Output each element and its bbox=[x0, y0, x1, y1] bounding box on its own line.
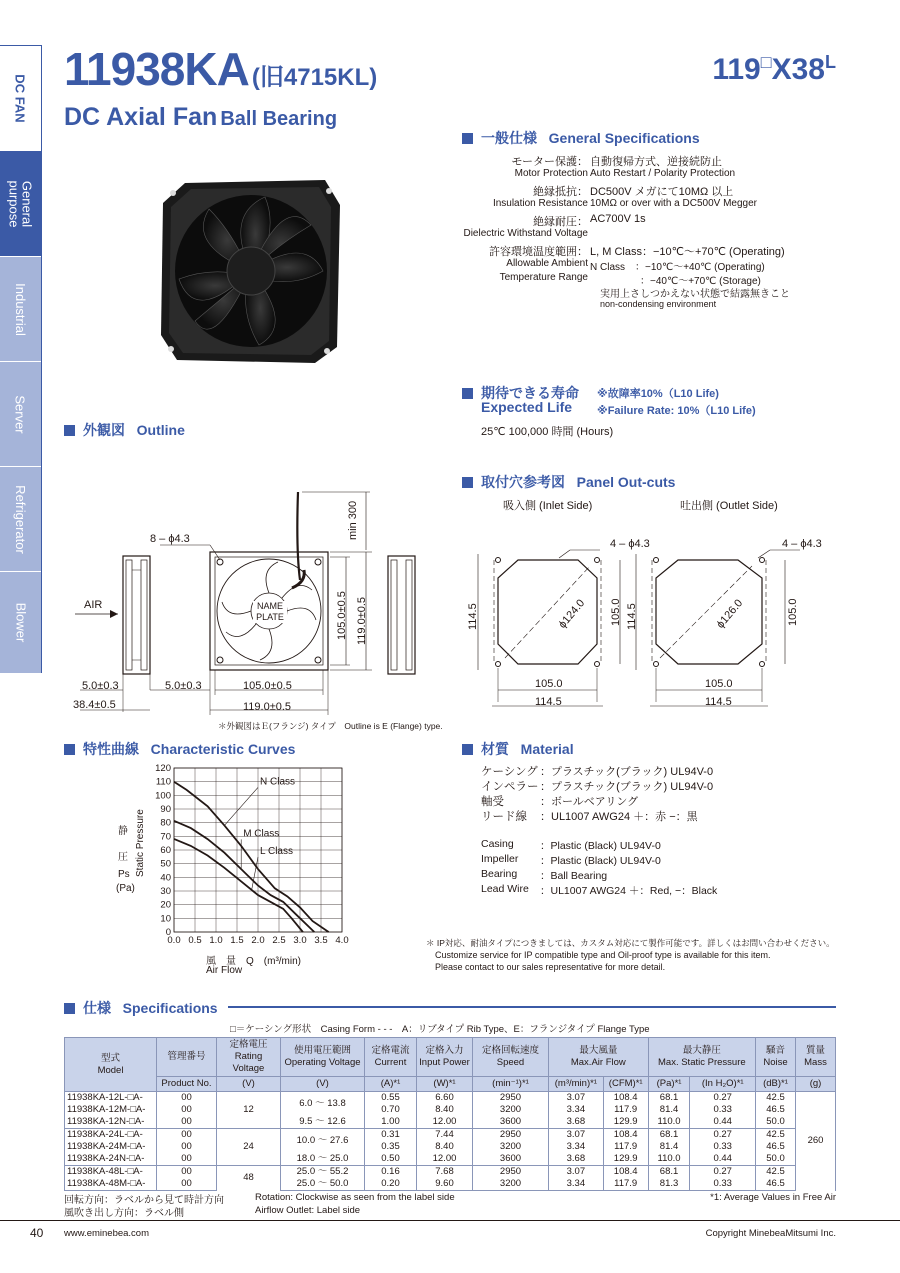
panel-heading bbox=[462, 472, 675, 492]
characteristic-chart bbox=[140, 762, 360, 952]
table-cell: 2950 bbox=[473, 1129, 549, 1142]
table-cell: 8.40 bbox=[417, 1141, 473, 1153]
th-rating-voltage: 定格電圧 Rating Voltage bbox=[217, 1038, 281, 1077]
outline-title-en: Outline bbox=[136, 422, 185, 438]
table-cell: 6.0 ～ 13.8 bbox=[281, 1092, 365, 1117]
rotation-jp: 回転方向：ラベルから見て時計方向 bbox=[64, 1195, 224, 1206]
spec-footnote: *1: Average Values in Free Air bbox=[710, 1192, 836, 1203]
footer-url[interactable]: www.eminebea.com bbox=[64, 1228, 150, 1239]
table-cell: 0.33 bbox=[690, 1104, 756, 1116]
specifications-table bbox=[64, 1037, 836, 1191]
table-cell: 108.4 bbox=[603, 1129, 648, 1142]
table-cell: 8.40 bbox=[417, 1104, 473, 1116]
curves-ylabel-ps: Ps bbox=[118, 869, 130, 880]
table-cell: 42.5 bbox=[756, 1129, 796, 1142]
general-spec-value: AC700V 1s bbox=[590, 213, 646, 225]
general-spec-label: Temperature Range bbox=[499, 272, 588, 283]
chart-series-label: L Class bbox=[260, 846, 293, 858]
th-operating-voltage: 使用電圧範囲 Operating Voltage bbox=[281, 1038, 365, 1077]
table-cell: 11938KA-48L-□A- bbox=[65, 1166, 157, 1179]
table-cell: 3600 bbox=[473, 1153, 549, 1166]
table-cell: 68.1 bbox=[648, 1129, 690, 1142]
table-cell: 48 bbox=[217, 1166, 281, 1191]
table-cell: 81.4 bbox=[648, 1141, 690, 1153]
material-label-jp: 軸受 bbox=[481, 796, 504, 808]
life-title-en: Expected Life bbox=[481, 399, 573, 415]
general-spec-label: モーター保護： bbox=[511, 156, 588, 168]
table-cell: 12 bbox=[217, 1092, 281, 1129]
table-cell: 42.5 bbox=[756, 1166, 796, 1179]
general-spec-title-en: General Specifications bbox=[548, 130, 700, 146]
outlet-en: Airflow Outlet: Label side bbox=[255, 1205, 361, 1216]
table-cell: 0.70 bbox=[365, 1104, 417, 1116]
table-cell: 260 bbox=[796, 1092, 836, 1191]
th-product-en: Product No. bbox=[157, 1077, 217, 1092]
table-cell: 25.0 ～ 55.2 bbox=[281, 1166, 365, 1179]
tab-industrial[interactable] bbox=[0, 257, 41, 361]
chart-series-label: N Class bbox=[260, 776, 296, 788]
chart-y-tick: 70 bbox=[160, 831, 171, 843]
table-cell: 25.0 ～ 50.0 bbox=[281, 1178, 365, 1191]
size-square-mark: □ bbox=[760, 52, 772, 72]
table-cell: 117.9 bbox=[603, 1178, 648, 1191]
table-cell: 68.1 bbox=[648, 1166, 690, 1179]
heading-square-icon bbox=[462, 133, 473, 144]
table-cell: 3.68 bbox=[549, 1153, 604, 1166]
table-cell: 3.68 bbox=[549, 1116, 604, 1129]
outline-title-jp: 外観図 bbox=[83, 422, 125, 438]
chart-y-tick: 60 bbox=[160, 845, 171, 856]
panel-d105-inlet: 105.0 bbox=[610, 598, 622, 626]
table-cell: 129.9 bbox=[603, 1153, 648, 1166]
life-note-jp: ※故障率10%（L10 Life) bbox=[597, 388, 719, 400]
th-current: 定格電流 Current bbox=[365, 1038, 417, 1077]
th-pow-unit: (W)*¹ bbox=[417, 1077, 473, 1092]
table-cell: 00 bbox=[157, 1141, 217, 1153]
size-depth: X38 bbox=[771, 53, 825, 86]
table-cell: 0.20 bbox=[365, 1178, 417, 1191]
chart-y-tick: 20 bbox=[160, 899, 171, 911]
table-cell: 0.44 bbox=[690, 1116, 756, 1129]
th-speed: 定格回転速度 Speed bbox=[473, 1038, 549, 1077]
table-cell: 3.07 bbox=[549, 1166, 604, 1179]
outline-air-label: AIR bbox=[84, 599, 103, 611]
table-row bbox=[65, 1104, 836, 1116]
table-row bbox=[65, 1153, 836, 1166]
table-cell: 0.16 bbox=[365, 1166, 417, 1179]
material-value-jp: ：ボールベアリング bbox=[540, 796, 639, 808]
table-cell: 9.60 bbox=[417, 1178, 473, 1191]
category-sidebar bbox=[0, 45, 42, 673]
material-label-en: Lead Wire bbox=[481, 883, 529, 895]
general-spec-label: Allowable Ambient bbox=[506, 258, 588, 269]
chart-x-tick: 1.5 bbox=[230, 935, 244, 946]
page-number: 40 bbox=[30, 1226, 44, 1240]
general-spec-label: 許容環境温度範囲： bbox=[489, 246, 588, 258]
table-cell: 2950 bbox=[473, 1166, 549, 1179]
table-row bbox=[65, 1129, 836, 1142]
table-cell: 81.4 bbox=[648, 1104, 690, 1116]
table-cell: 00 bbox=[157, 1092, 217, 1105]
outlet-jp: 風吹き出し方向：ラベル側 bbox=[64, 1208, 184, 1219]
chart-y-tick: 0 bbox=[165, 927, 171, 938]
casing-form-note: □＝ケーシング形状 Casing Form - - - A：リブタイプ Rib Type、E：フランジタイプ Flange Type bbox=[230, 1024, 650, 1035]
table-cell: 3.07 bbox=[549, 1092, 604, 1105]
table-cell: 10.0 ～ 27.6 bbox=[281, 1129, 365, 1154]
curves-xlabel-en: Air Flow bbox=[206, 965, 243, 976]
material-value-jp: ：プラスチック(ブラック) UL94V-0 bbox=[540, 766, 714, 778]
table-row bbox=[65, 1116, 836, 1129]
curves-heading bbox=[64, 739, 295, 759]
table-cell: 00 bbox=[157, 1166, 217, 1179]
general-spec-label: 絶縁耐圧： bbox=[533, 216, 588, 228]
panel-inlet-label: 吸入側 (Inlet Side) bbox=[503, 500, 593, 512]
general-spec-value: L, M Class：−10℃～+70℃ (Operating) bbox=[590, 246, 785, 258]
table-cell: 0.27 bbox=[690, 1129, 756, 1142]
table-cell: 2950 bbox=[473, 1092, 549, 1105]
chart-x-tick: 2.5 bbox=[272, 935, 286, 946]
condensing-note-jp: 実用上さしつかえない状態で結露無きこと bbox=[600, 289, 790, 300]
chart-series-label: M Class bbox=[243, 828, 280, 840]
subtitle-sub: Ball Bearing bbox=[220, 108, 338, 130]
th-noise-unit: (dB)*¹ bbox=[756, 1077, 796, 1092]
material-label-jp: リード線 bbox=[481, 811, 527, 823]
tab-general-purpose-label: General purpose bbox=[6, 180, 35, 227]
footer-copyright: Copyright MinebeaMitsumi Inc. bbox=[705, 1228, 836, 1239]
th-sp-unit1: (Pa)*¹ bbox=[648, 1077, 690, 1092]
table-cell: 7.44 bbox=[417, 1129, 473, 1142]
table-cell: 110.0 bbox=[648, 1116, 690, 1129]
table-row bbox=[65, 1141, 836, 1153]
custom-note-jp: ＊ IP対応、耐油タイプにつきましては、カスタム対応にて製作可能です。詳しくはお問い合わせください。 bbox=[426, 938, 835, 948]
material-value-jp: ：UL1007 AWG24 ＋：赤 −：黒 bbox=[540, 811, 698, 823]
table-cell: 18.0 ～ 25.0 bbox=[281, 1153, 365, 1166]
table-cell: 3600 bbox=[473, 1116, 549, 1129]
table-cell: 6.60 bbox=[417, 1092, 473, 1105]
chart-y-tick: 110 bbox=[155, 776, 171, 788]
table-cell: 11938KA-12N-□A- bbox=[65, 1116, 157, 1129]
th-static-pressure: 最大静圧 Max. Static Pressure bbox=[648, 1038, 755, 1077]
general-spec-heading bbox=[462, 128, 700, 148]
table-cell: 3200 bbox=[473, 1104, 549, 1116]
panel-d1145-inlet: 114.5 bbox=[467, 603, 479, 630]
specs-title-jp: 仕様 bbox=[83, 1000, 111, 1016]
table-cell: 11938KA-12L-□A- bbox=[65, 1092, 157, 1105]
chart-y-tick: 90 bbox=[160, 804, 171, 815]
th-sp-unit2: (In H₂O)*¹ bbox=[690, 1077, 756, 1092]
rotation-en: Rotation: Clockwise as seen from the label side bbox=[255, 1192, 455, 1203]
table-cell: 117.9 bbox=[603, 1141, 648, 1153]
table-cell: 42.5 bbox=[756, 1092, 796, 1105]
table-cell: 00 bbox=[157, 1129, 217, 1142]
table-row bbox=[65, 1178, 836, 1191]
general-spec-value: Auto Restart / Polarity Protection bbox=[590, 168, 736, 179]
material-value-en: ：Ball Bearing bbox=[540, 870, 608, 882]
table-cell: 00 bbox=[157, 1178, 217, 1191]
curves-ylabel-en: Static Pressure bbox=[135, 809, 146, 877]
chart-y-tick: 10 bbox=[160, 913, 171, 925]
panel-title-en: Panel Out-cuts bbox=[576, 474, 676, 490]
material-title-en: Material bbox=[520, 741, 574, 757]
panel-d1145-outlet: 114.5 bbox=[626, 603, 638, 630]
material-label-en: Bearing bbox=[481, 868, 518, 880]
table-cell: 110.0 bbox=[648, 1153, 690, 1166]
table-cell: 00 bbox=[157, 1153, 217, 1166]
outline-cable-label: min 300 bbox=[347, 500, 359, 540]
panel-d1145h-inlet: 114.5 bbox=[535, 696, 562, 708]
heading-square-icon bbox=[64, 744, 75, 755]
tab-blower[interactable] bbox=[0, 572, 41, 673]
material-title-jp: 材質 bbox=[481, 741, 509, 757]
table-cell: 3200 bbox=[473, 1178, 549, 1191]
table-cell: 00 bbox=[157, 1116, 217, 1129]
th-model: 型式 Model bbox=[65, 1038, 157, 1092]
chart-x-tick: 4.0 bbox=[335, 935, 349, 946]
tab-refrigerator-label: Refrigerator bbox=[13, 484, 29, 554]
chart-x-tick: 3.5 bbox=[314, 935, 328, 946]
general-spec-value: DC500V メガにて10MΩ 以上 bbox=[590, 186, 734, 198]
outline-holes-label: 8 – ϕ4.3 bbox=[150, 533, 190, 545]
tab-refrigerator[interactable] bbox=[0, 467, 41, 571]
th-ov-unit: (V) bbox=[281, 1077, 365, 1092]
old-model-number: (旧4715KL) bbox=[251, 64, 378, 91]
outline-name-plate: NAME PLATE bbox=[253, 601, 287, 623]
material-heading bbox=[462, 739, 574, 759]
table-cell: 9.5 ～ 12.6 bbox=[281, 1116, 365, 1129]
th-cur-unit: (A)*¹ bbox=[365, 1077, 417, 1092]
table-cell: 0.33 bbox=[690, 1178, 756, 1191]
table-row bbox=[65, 1166, 836, 1179]
material-label-en: Impeller bbox=[481, 853, 519, 865]
chart-x-tick: 0.5 bbox=[188, 935, 202, 946]
life-note-en: ※Failure Rate: 10%（L10 Life) bbox=[597, 405, 756, 417]
chart-series-line bbox=[174, 782, 329, 932]
specs-divider bbox=[228, 1006, 836, 1008]
table-cell: 11938KA-12M-□A- bbox=[65, 1104, 157, 1116]
table-cell: 81.3 bbox=[648, 1178, 690, 1191]
panel-d105h-outlet: 105.0 bbox=[705, 678, 733, 690]
general-spec-label: Insulation Resistance bbox=[492, 198, 588, 209]
panel-d105h-inlet: 105.0 bbox=[535, 678, 563, 690]
chart-x-tick: 3.0 bbox=[293, 935, 307, 946]
th-spd-unit: (min⁻¹)*¹ bbox=[473, 1077, 549, 1092]
th-noise: 騒音 Noise bbox=[756, 1038, 796, 1077]
panel-dia-inlet: ϕ124.0 bbox=[556, 597, 588, 631]
th-rv-unit: (V) bbox=[217, 1077, 281, 1092]
table-cell: 24 bbox=[217, 1129, 281, 1166]
subtitle-main: DC Axial Fan bbox=[64, 103, 218, 131]
th-af-unit2: (CFM)*¹ bbox=[603, 1077, 648, 1092]
tab-dc-fan-label: DC FAN bbox=[13, 74, 29, 123]
chart-x-tick: 0.0 bbox=[167, 935, 181, 946]
th-product: 管理番号 bbox=[157, 1038, 217, 1077]
table-cell: 12.00 bbox=[417, 1153, 473, 1166]
heading-square-icon bbox=[64, 425, 75, 436]
heading-square-icon bbox=[462, 388, 473, 399]
curves-title-en: Characteristic Curves bbox=[150, 741, 296, 757]
table-cell: 0.50 bbox=[365, 1153, 417, 1166]
table-cell: 46.5 bbox=[756, 1178, 796, 1191]
chart-y-tick: 80 bbox=[160, 817, 171, 829]
general-spec-label: Motor Protection bbox=[514, 168, 588, 179]
curves-xlabel-jp: 風 量 Q (m³/min) bbox=[206, 956, 301, 967]
table-cell: 0.44 bbox=[690, 1153, 756, 1166]
table-cell: 46.5 bbox=[756, 1141, 796, 1153]
specs-heading bbox=[64, 998, 218, 1018]
table-cell: 0.35 bbox=[365, 1141, 417, 1153]
general-spec-value: 自動復帰方式、逆接続防止 bbox=[590, 156, 722, 168]
custom-note-en2: Please contact to our sales representative for more detail. bbox=[435, 962, 666, 972]
model-number: 11938KA bbox=[64, 43, 249, 95]
table-cell: 3.34 bbox=[549, 1104, 604, 1116]
curves-title-jp: 特性曲線 bbox=[83, 741, 139, 757]
size-width: 119 bbox=[712, 53, 761, 86]
table-row bbox=[65, 1092, 836, 1105]
material-value-en: ：Plastic (Black) UL94V-0 bbox=[540, 840, 661, 852]
table-cell: 108.4 bbox=[603, 1092, 648, 1105]
size-l-mark: L bbox=[825, 52, 836, 72]
table-cell: 0.27 bbox=[690, 1166, 756, 1179]
table-cell: 129.9 bbox=[603, 1116, 648, 1129]
material-value-en: ：Plastic (Black) UL94V-0 bbox=[540, 855, 661, 867]
table-cell: 108.4 bbox=[603, 1166, 648, 1179]
general-spec-label: Dielectric Withstand Voltage bbox=[463, 228, 588, 239]
table-cell: 3.07 bbox=[549, 1129, 604, 1142]
table-cell: 00 bbox=[157, 1104, 217, 1116]
outline-dim-119h: 119.0±0.5 bbox=[243, 701, 292, 713]
table-cell: 3.34 bbox=[549, 1141, 604, 1153]
chart-y-tick: 40 bbox=[160, 872, 171, 884]
th-mass: 質量 Mass bbox=[796, 1038, 836, 1077]
page-title bbox=[64, 42, 377, 96]
table-cell: 1.00 bbox=[365, 1116, 417, 1129]
panel-title-jp: 取付穴参考図 bbox=[481, 474, 565, 490]
curves-ylabel-pa: (Pa) bbox=[116, 883, 135, 894]
table-cell: 11938KA-48M-□A- bbox=[65, 1178, 157, 1191]
chart-y-tick: 120 bbox=[155, 763, 171, 774]
table-cell: 0.55 bbox=[365, 1092, 417, 1105]
tab-server[interactable] bbox=[0, 362, 41, 466]
outline-dim-105h: 105.0±0.5 bbox=[243, 680, 292, 692]
th-af-unit1: (m³/min)*¹ bbox=[549, 1077, 604, 1092]
outline-dim-105v: 105.0±0.5 bbox=[336, 591, 348, 640]
outline-dim-119v: 119.0±0.5 bbox=[356, 596, 368, 645]
table-cell: 117.9 bbox=[603, 1104, 648, 1116]
tab-blower-label: Blower bbox=[13, 602, 28, 643]
material-value-jp: ：プラスチック(ブラック) UL94V-0 bbox=[540, 781, 714, 793]
outline-dim-5b: 5.0±0.3 bbox=[165, 680, 202, 692]
material-label-jp: ケーシング bbox=[481, 766, 538, 778]
panel-outlet-label: 吐出側 (Outlet Side) bbox=[680, 500, 778, 512]
table-cell: 7.68 bbox=[417, 1166, 473, 1179]
general-spec-value: 10MΩ or over with a DC500V Megger bbox=[590, 198, 757, 209]
table-cell: 50.0 bbox=[756, 1153, 796, 1166]
general-spec-title-jp: 一般仕様 bbox=[481, 130, 537, 146]
material-value-en: ：UL1007 AWG24 ＋：Red, −：Black bbox=[540, 885, 718, 897]
table-cell: 11938KA-24L-□A- bbox=[65, 1129, 157, 1142]
th-air-flow: 最大風量 Max.Air Flow bbox=[549, 1038, 649, 1077]
table-cell: 50.0 bbox=[756, 1116, 796, 1129]
curves-ylabel-jp1: 静 bbox=[118, 826, 128, 837]
outline-dim-384: 38.4±0.5 bbox=[73, 699, 116, 711]
material-label-jp: インペラー bbox=[481, 781, 539, 793]
chart-y-tick: 100 bbox=[155, 790, 171, 802]
table-cell: 68.1 bbox=[648, 1092, 690, 1105]
curves-ylabel-jp2: 圧 bbox=[118, 852, 128, 863]
table-cell: 11938KA-24M-□A- bbox=[65, 1141, 157, 1153]
tab-industrial-label: Industrial bbox=[13, 282, 28, 336]
table-cell: 12.00 bbox=[417, 1116, 473, 1129]
general-spec-value: ：−40℃～+70℃ (Storage) bbox=[590, 276, 761, 287]
size-label bbox=[712, 52, 836, 87]
tab-general-purpose[interactable] bbox=[0, 151, 41, 256]
condensing-note-en: non-condensing environment bbox=[600, 299, 717, 309]
chart-y-tick: 30 bbox=[160, 886, 171, 897]
tab-server-label: Server bbox=[12, 394, 28, 434]
panel-d105-outlet: 105.0 bbox=[787, 598, 799, 626]
chart-x-tick: 1.0 bbox=[209, 935, 223, 946]
chart-y-tick: 50 bbox=[160, 858, 171, 870]
footer-rule bbox=[0, 1220, 900, 1221]
table-cell: 11938KA-24N-□A- bbox=[65, 1153, 157, 1166]
table-cell: 0.31 bbox=[365, 1129, 417, 1142]
general-spec-label: 絶縁抵抗： bbox=[533, 186, 588, 198]
heading-square-icon bbox=[462, 477, 473, 488]
general-spec-value: N Class ：−10℃～+40℃ (Operating) bbox=[590, 262, 765, 273]
heading-square-icon bbox=[64, 1003, 75, 1014]
heading-square-icon bbox=[462, 744, 473, 755]
life-value: 25℃ 100,000 時間 (Hours) bbox=[481, 426, 614, 438]
chart-x-tick: 2.0 bbox=[251, 935, 265, 946]
table-cell: 46.5 bbox=[756, 1104, 796, 1116]
outline-note: ＊外観図はＥ(フランジ) タイプ Outline is E (Flange) type. bbox=[218, 721, 443, 731]
fan-photo bbox=[155, 175, 345, 365]
th-input-power: 定格入力 Input Power bbox=[417, 1038, 473, 1077]
specs-title-en: Specifications bbox=[122, 1000, 218, 1016]
custom-note-en1: Customize service for IP compatible type and Oil-proof type is available for this item. bbox=[435, 950, 771, 960]
panel-d1145h-outlet: 114.5 bbox=[705, 696, 732, 708]
material-label-en: Casing bbox=[481, 838, 514, 850]
table-cell: 3.34 bbox=[549, 1178, 604, 1191]
panel-holes-outlet: 4 – ϕ4.3 bbox=[782, 538, 822, 550]
outline-heading bbox=[64, 420, 185, 440]
panel-cutout-drawing bbox=[460, 540, 840, 715]
panel-holes-inlet: 4 – ϕ4.3 bbox=[610, 538, 650, 550]
panel-dia-outlet: ϕ126.0 bbox=[714, 597, 746, 631]
outline-dim-5a: 5.0±0.3 bbox=[82, 680, 119, 692]
table-cell: 0.27 bbox=[690, 1092, 756, 1105]
tab-dc-fan[interactable] bbox=[0, 46, 41, 151]
table-cell: 3200 bbox=[473, 1141, 549, 1153]
th-mass-unit: (g) bbox=[796, 1077, 836, 1092]
chart-label-leader bbox=[224, 787, 258, 825]
page-subtitle bbox=[64, 103, 337, 132]
table-cell: 0.33 bbox=[690, 1141, 756, 1153]
life-title-jp: 期待できる寿命 bbox=[481, 385, 579, 401]
